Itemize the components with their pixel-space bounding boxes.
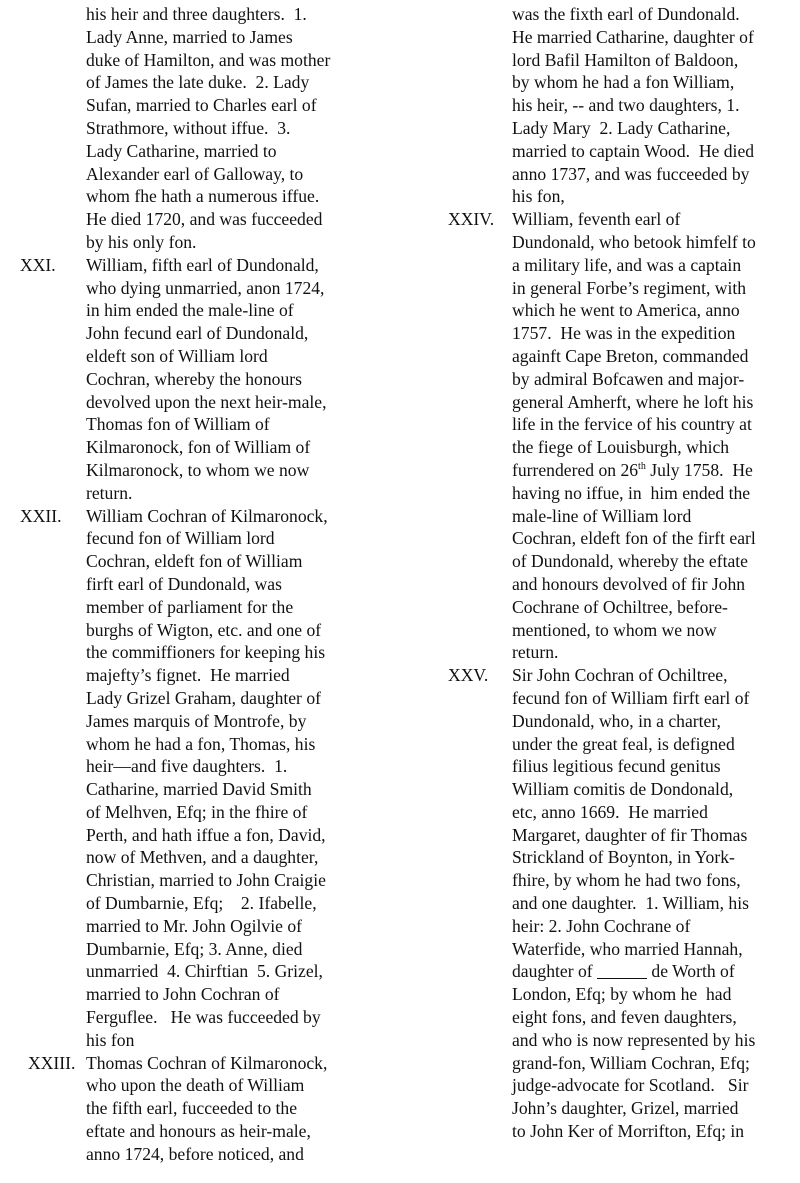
text-line: William comitis de Dondonald, [512,779,734,800]
text-line: his fon [86,1029,135,1050]
text-line: He married Catharine, daughter of [512,26,754,47]
text-line: Lady Catharine, married to [86,140,277,161]
genealogy-entry [420,208,800,664]
left-column [0,3,420,1166]
genealogy-entry [0,3,420,254]
text-line: of Dundonald, whereby the eftate [512,551,748,572]
text-line: 1757. He was in the expedition [512,323,736,344]
genealogy-entry [0,254,420,505]
text-line: James marquis of Montrofe, by [86,710,307,731]
genealogy-entry [0,1052,420,1166]
text-line: Perth, and hath iffue a fon, David, [86,824,326,845]
text-line: William, fifth earl of Dundonald, [86,254,319,275]
text-line: member of parliament for the [86,596,294,617]
text-line: Cochran, whereby the honours [86,368,302,389]
text-line: Thomas Cochran of Kilmaronock, [86,1052,328,1073]
text-line: his fon, [512,186,565,207]
text-line: burghs of Wigton, etc. and one of [86,619,322,640]
entry-numeral: XXV. [448,665,489,686]
text-line: grand-fon, William Cochran, Efq; [512,1052,750,1073]
text-line: who upon the death of William [86,1075,305,1096]
text-line: married to captain Wood. He died [512,140,755,161]
text-line: Strickland of Boynton, in York- [512,847,735,868]
text-line: againft Cape Breton, commanded [512,345,749,366]
text-line: Dundonald, who, in a charter, [512,710,721,731]
text-line: anno 1724, before noticed, and [86,1143,304,1164]
text-fragment: furrendered on 26 [512,459,639,480]
text-line: eight fons, and feven daughters, [512,1007,737,1028]
text-line: fecund fon of William firft earl of [512,687,750,708]
text-line: Strathmore, without iffue. 3. [86,117,291,138]
text-line: and honours devolved of fir John [512,573,746,594]
text-line [420,459,800,482]
text-line: was the fixth earl of Dundonald. [512,4,740,24]
text-line: filius legitious fecund genitus [512,756,721,777]
text-line: Cochran, eldeft fon of the firft earl [512,528,756,549]
entry-numeral: XXIV. [448,209,495,230]
text-line: of James the late duke. 2. Lady [86,72,310,93]
text-line: Cochrane of Ochiltree, before- [512,596,728,617]
text-line: Sufan, married to Charles earl of [86,95,317,116]
text-line: Sir John Cochran of Ochiltree, [512,665,728,686]
text-line: mentioned, to whom we now [512,619,717,640]
genealogy-entry [420,664,800,1143]
text-line: under the great feal, is defigned [512,733,735,754]
text-line: who dying unmarried, anon 1724, [86,277,325,298]
text-line: Margaret, daughter of fir Thomas [512,824,748,845]
text-line: in him ended the male-line of [86,300,294,321]
text-line: Kilmaronock, fon of William of [86,437,311,458]
text-line: life in the fervice of his country at [512,414,752,435]
text-line: John fecund earl of Dundonald, [86,323,309,344]
text-line: of Dumbarnie, Efq; 2. Ifabelle, [86,893,317,914]
text-line: of Melhven, Efq; in the fhire of [86,801,308,822]
text-line: and who is now represented by his [512,1029,756,1050]
text-line: male-line of William lord [512,505,692,526]
text-line: devolved upon the next heir-male, [86,391,327,412]
entry-numeral: XXII. [20,505,62,526]
text-fragment: July 1758. He [645,459,753,480]
text-line: to John Ker of Morrifton, Efq; in [512,1121,745,1142]
text-line: fecund fon of William lord [86,528,275,549]
text-line: return. [86,482,133,503]
text-line: married to Mr. John Ogilvie of [86,915,302,936]
text-line: his heir and three daughters. 1. [86,4,307,24]
text-line: judge-advocate for Scotland. Sir [512,1075,749,1096]
text-line: firft earl of Dundonald, was [86,573,282,594]
superscript: th [638,460,646,472]
text-line: He died 1720, and was fucceeded [86,209,323,230]
text-line: lord Bafil Hamilton of Baldoon, [512,49,739,70]
text-line: Lady Mary 2. Lady Catharine, [512,117,731,138]
text-line: in general Forbe’s regiment, with [512,277,747,298]
text-line: fhire, by whom he had two fons, [512,870,741,891]
text-line: eldeft son of William lord [86,345,268,366]
text-line: the fiege of Louisburgh, which [512,437,730,458]
text-line: whom he had a fon, Thomas, his [86,733,316,754]
text-line [420,960,800,983]
text-line: a military life, and was a captain [512,254,742,275]
text-line: William, feventh earl of [512,209,681,230]
text-line: return. [512,642,559,663]
text-line: duke of Hamilton, and was mother [86,49,331,70]
text-line: Thomas fon of William of [86,414,270,435]
entry-numeral: XXIII. [28,1052,76,1073]
genealogy-entry [420,3,800,208]
entry-numeral: XXI. [20,254,56,275]
text-line: William Cochran of Kilmaronock, [86,505,328,526]
text-fragment: de Worth of [647,961,735,982]
text-line: Ferguflee. He was fucceeded by [86,1007,321,1028]
text-line: etc, anno 1669. He married [512,801,708,822]
text-line: majefty’s fignet. He married [86,665,290,686]
text-line: Kilmaronock, to whom we now [86,459,310,480]
text-line: Catharine, married David Smith [86,779,312,800]
text-line: Dundonald, who betook himfelf to [512,231,756,252]
text-line: and one daughter. 1. William, his [512,893,749,914]
text-line: Dumbarnie, Efq; 3. Anne, died [86,938,303,959]
text-line: Lady Anne, married to James [86,26,293,47]
text-line: whom fhe hath a numerous iffue. [86,186,320,207]
text-line: Cochran, eldeft fon of William [86,551,303,572]
text-line: Christian, married to John Craigie [86,870,326,891]
blank-underline [597,964,647,979]
text-line: by whom he had a fon William, [512,72,735,93]
text-line: by his only fon. [86,231,197,252]
text-line: anno 1737, and was fucceeded by [512,163,750,184]
text-line: the fifth earl, fucceeded to the [86,1098,298,1119]
text-line: John’s daughter, Grizel, married [512,1098,739,1119]
text-line: his heir, -- and two daughters, 1. [512,95,740,116]
text-line: eftate and honours as heir-male, [86,1121,311,1142]
text-line: London, Efq; by whom he had [512,984,732,1005]
text-line: general Amherft, where he loft his [512,391,754,412]
text-line: heir: 2. John Cochrane of [512,915,691,936]
text-line: Alexander earl of Galloway, to [86,163,304,184]
text-line: the commiffioners for keeping his [86,642,326,663]
genealogy-entry [0,505,420,1052]
text-line: having no iffue, in him ended the [512,482,751,503]
text-line: which he went to America, anno [512,300,740,321]
text-line: now of Methven, and a daughter, [86,847,319,868]
text-line: married to John Cochran of [86,984,280,1005]
text-line: unmarried 4. Chirftian 5. Grizel, [86,961,323,982]
text-line: Waterfide, who married Hannah, [512,938,743,959]
right-column [420,3,800,1143]
text-line: by admiral Bofcawen and major- [512,368,745,389]
text-fragment: daughter of [512,961,598,982]
text-line: Lady Grizel Graham, daughter of [86,687,321,708]
text-line: heir—and five daughters. 1. [86,756,288,777]
